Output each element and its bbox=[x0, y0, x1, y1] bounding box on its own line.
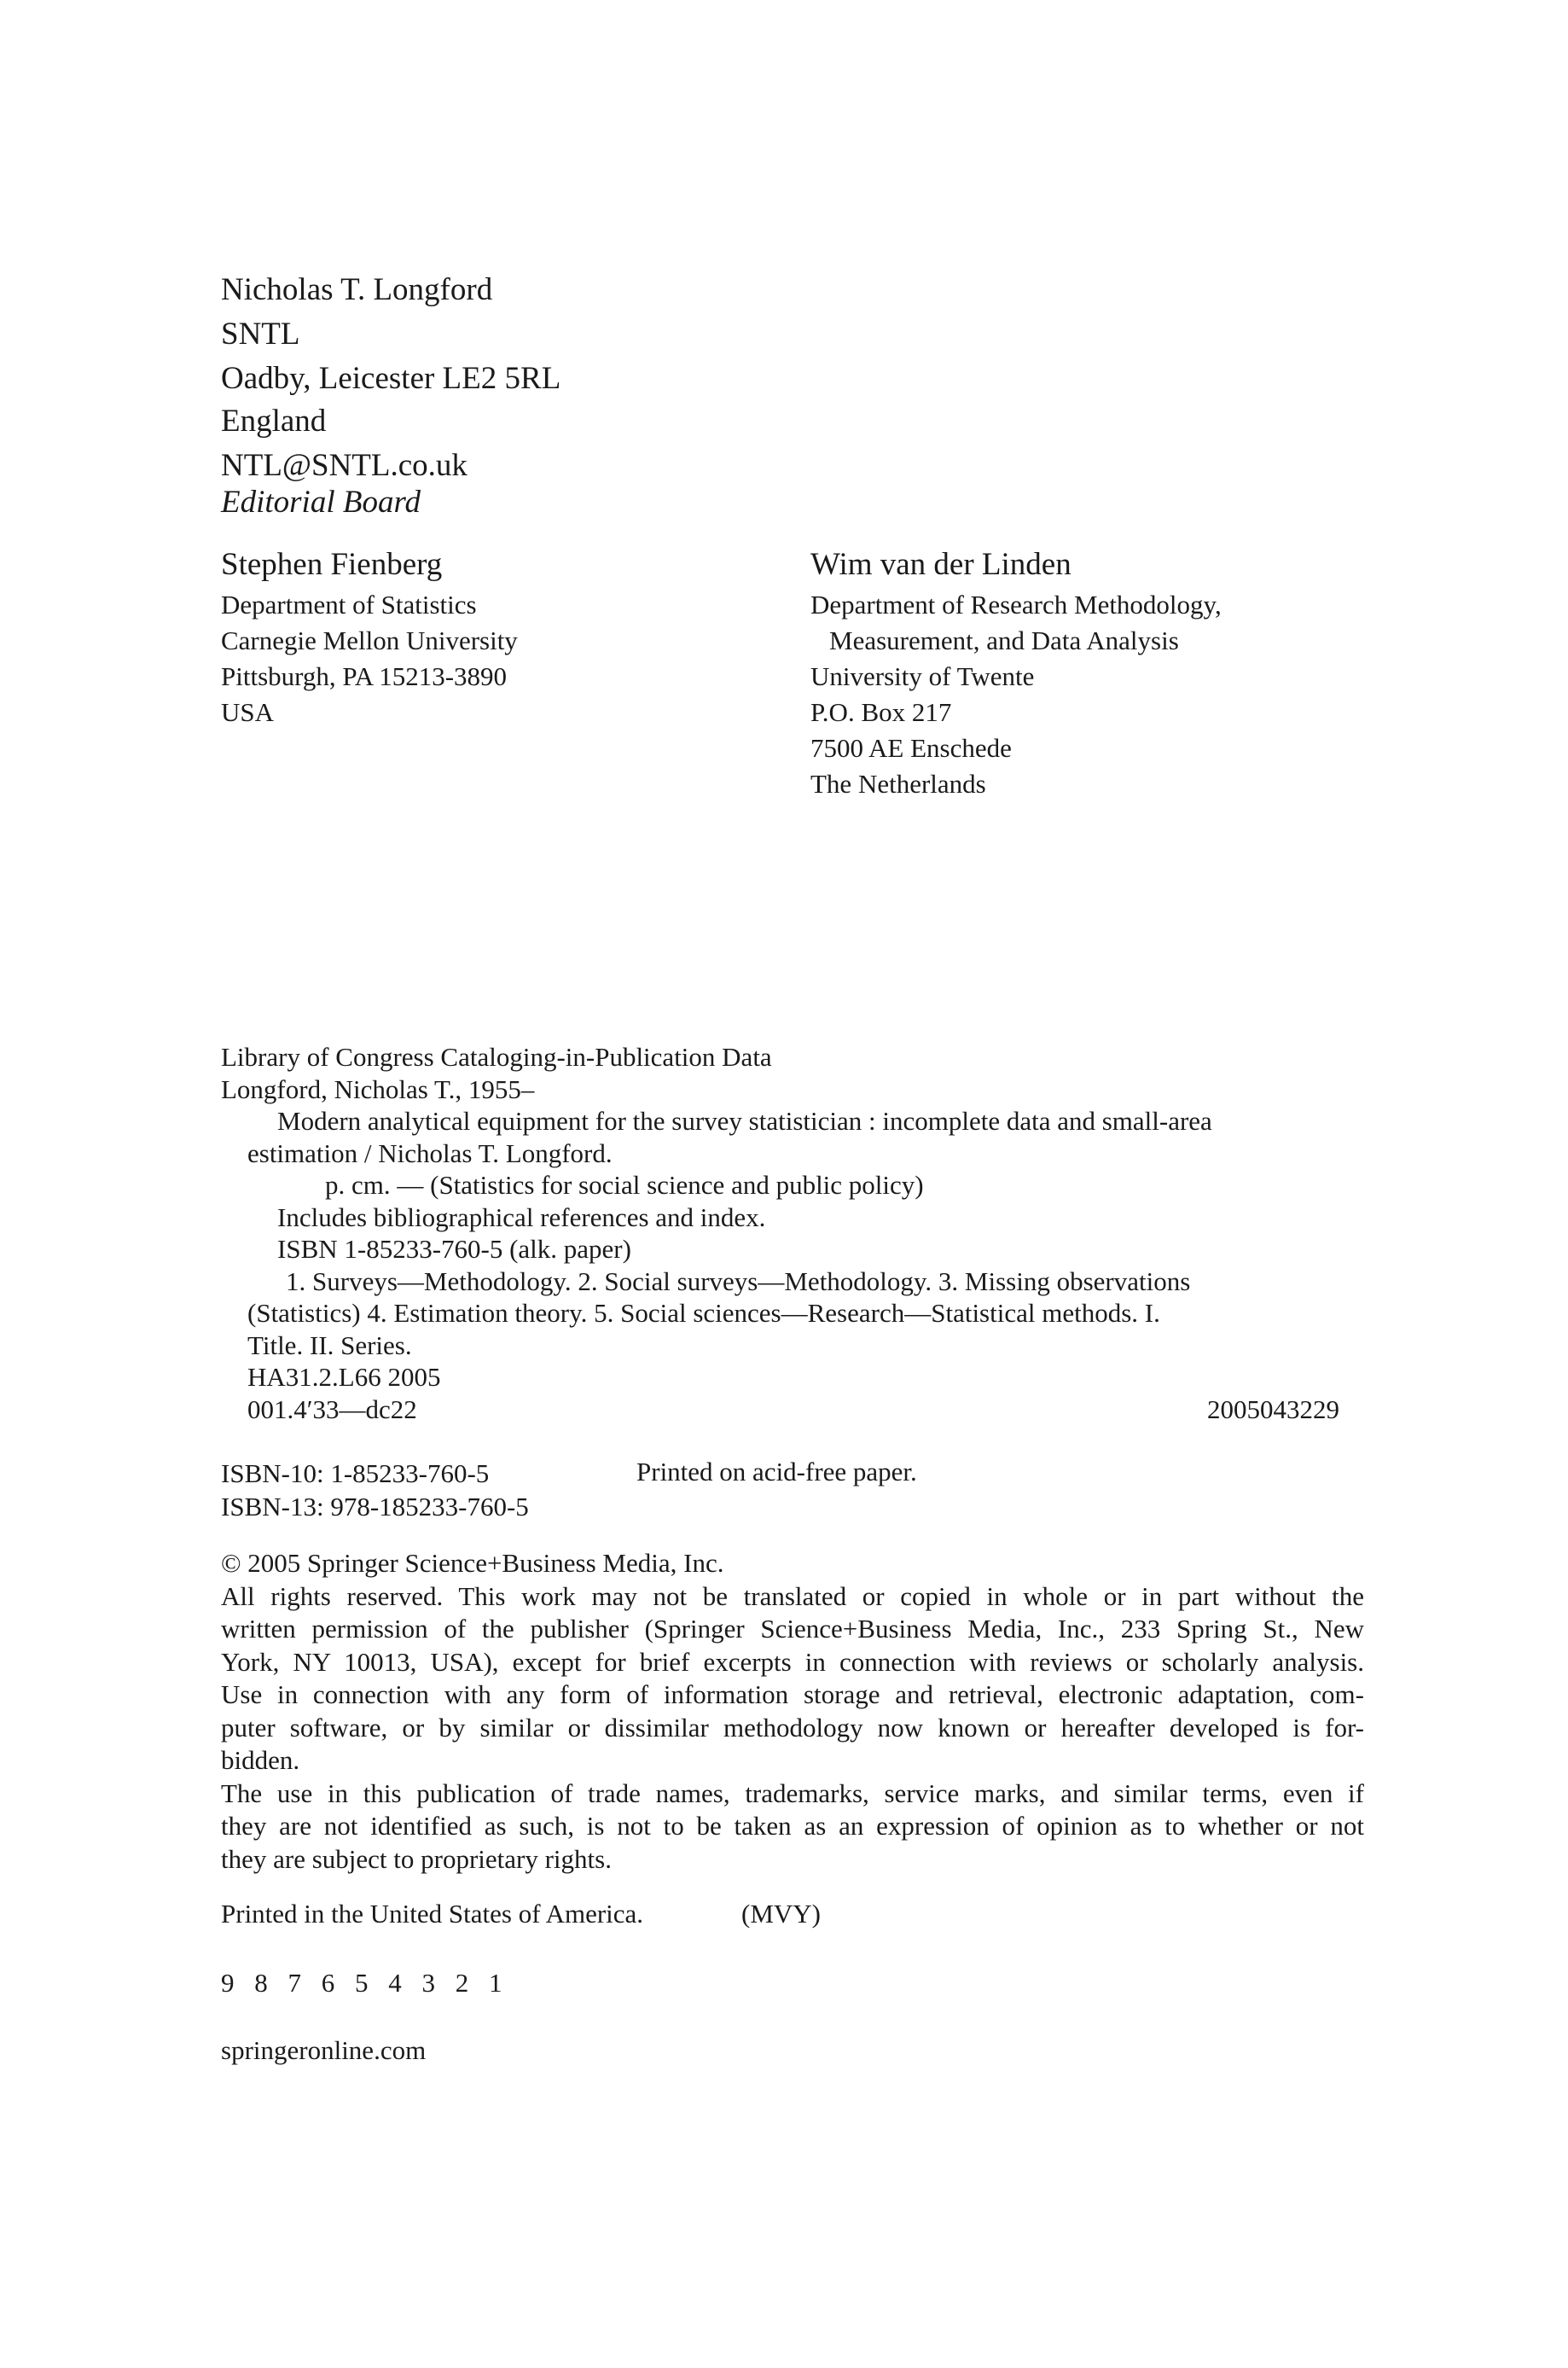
cip-title-line: estimation / Nicholas T. Longford. bbox=[247, 1137, 613, 1168]
trademark-paragraph-line: they are not identified as such, is not to be taken as an expression of opinion as to whether or not bbox=[221, 1811, 1364, 1841]
board-member-line: Measurement, and Data Analysis bbox=[829, 625, 1179, 655]
author-country: England bbox=[221, 404, 327, 439]
trademark-paragraph-line: they are subject to proprietary rights. bbox=[221, 1843, 612, 1874]
rights-paragraph-line: Use in connection with any form of information storage and retrieval, electronic adaptation, com- bbox=[221, 1679, 1364, 1709]
cip-isbn: ISBN 1-85233-760-5 (alk. paper) bbox=[277, 1234, 631, 1264]
rights-paragraph-line: bidden. bbox=[221, 1745, 300, 1775]
board-member-line: P.O. Box 217 bbox=[810, 697, 952, 727]
cip-data-block bbox=[221, 1041, 1339, 1425]
printed-in-note: Printed in the United States of America. bbox=[221, 1899, 644, 1929]
printer-code: (MVY) bbox=[741, 1899, 821, 1929]
printing-number-line: 9 8 7 6 5 4 3 2 1 bbox=[221, 1968, 509, 1998]
board-member-line: Department of Research Methodology, bbox=[810, 590, 1222, 620]
board-member-line: Carnegie Mellon University bbox=[221, 625, 518, 655]
publisher-url: springeronline.com bbox=[221, 2035, 427, 2065]
cip-classification-line bbox=[221, 1393, 1339, 1426]
rights-paragraph-line: puter software, or by similar or dissimilar methodology now known or hereafter developed is for- bbox=[221, 1712, 1364, 1743]
board-member-line: Pittsburgh, PA 15213-3890 bbox=[221, 661, 508, 691]
cip-subjects-line: 1. Surveys—Methodology. 2. Social surveys—Methodology. 3. Missing observations bbox=[286, 1265, 1191, 1296]
trademark-paragraph-line: The use in this publication of trade names, trademarks, service marks, and similar terms, even if bbox=[221, 1777, 1364, 1808]
rights-paragraph-line: York, NY 10013, USA), except for brief excerpts in connection with reviews or scholarly analysis. bbox=[221, 1646, 1364, 1677]
cip-subjects-line: (Statistics) 4. Estimation theory. 5. Social sciences—Research—Statistical methods. I. bbox=[247, 1298, 1160, 1328]
board-member-line: University of Twente bbox=[810, 661, 1035, 691]
editorial-board-label: Editorial Board bbox=[221, 485, 421, 520]
board-member-left bbox=[221, 546, 518, 730]
board-member-line: USA bbox=[221, 697, 275, 727]
cip-lc-call-number: HA31.2.L66 2005 bbox=[247, 1362, 441, 1392]
cip-series: p. cm. — (Statistics for social science and public policy) bbox=[325, 1170, 924, 1200]
cip-dewey: 001.4′33—dc22 bbox=[247, 1393, 417, 1424]
acid-free-paper-note: Printed on acid-free paper. bbox=[636, 1457, 917, 1487]
isbn-13: ISBN-13: 978-185233-760-5 bbox=[221, 1492, 529, 1521]
cip-bibliography-note: Includes bibliographical references and index. bbox=[277, 1201, 766, 1232]
board-member-line: 7500 AE Enschede bbox=[810, 733, 1012, 763]
cip-author: Longford, Nicholas T., 1955– bbox=[221, 1073, 535, 1104]
author-city: Oadby, Leicester LE2 5RL bbox=[221, 361, 561, 396]
board-member-name: Wim van der Linden bbox=[810, 547, 1071, 582]
rights-paragraph-line: All rights reserved. This work may not be translated or copied in whole or in part without the bbox=[221, 1580, 1364, 1611]
cip-heading: Library of Congress Cataloging-in-Publication Data bbox=[221, 1042, 772, 1072]
author-name: Nicholas T. Longford bbox=[221, 272, 493, 307]
copyright-line: © 2005 Springer Science+Business Media, Inc. bbox=[221, 1548, 724, 1578]
board-member-line: Department of Statistics bbox=[221, 590, 477, 620]
cip-lccn: 2005043229 bbox=[1207, 1393, 1339, 1424]
cip-title-line: Modern analytical equipment for the survey statistician : incomplete data and small-area bbox=[277, 1106, 1212, 1136]
board-member-right bbox=[810, 546, 1222, 802]
rights-block bbox=[221, 1547, 1364, 1876]
isbn-10: ISBN-10: 1-85233-760-5 bbox=[221, 1458, 490, 1488]
board-member-name: Stephen Fienberg bbox=[221, 547, 443, 582]
cip-subjects-line: Title. II. Series. bbox=[247, 1329, 412, 1360]
isbn-block bbox=[221, 1457, 529, 1523]
board-member-line: The Netherlands bbox=[810, 769, 986, 799]
rights-paragraph-line: written permission of the publisher (Springer Science+Business Media, Inc., 233 Spring St., New bbox=[221, 1614, 1364, 1644]
author-org: SNTL bbox=[221, 317, 300, 352]
author-email: NTL@SNTL.co.uk bbox=[221, 448, 467, 483]
